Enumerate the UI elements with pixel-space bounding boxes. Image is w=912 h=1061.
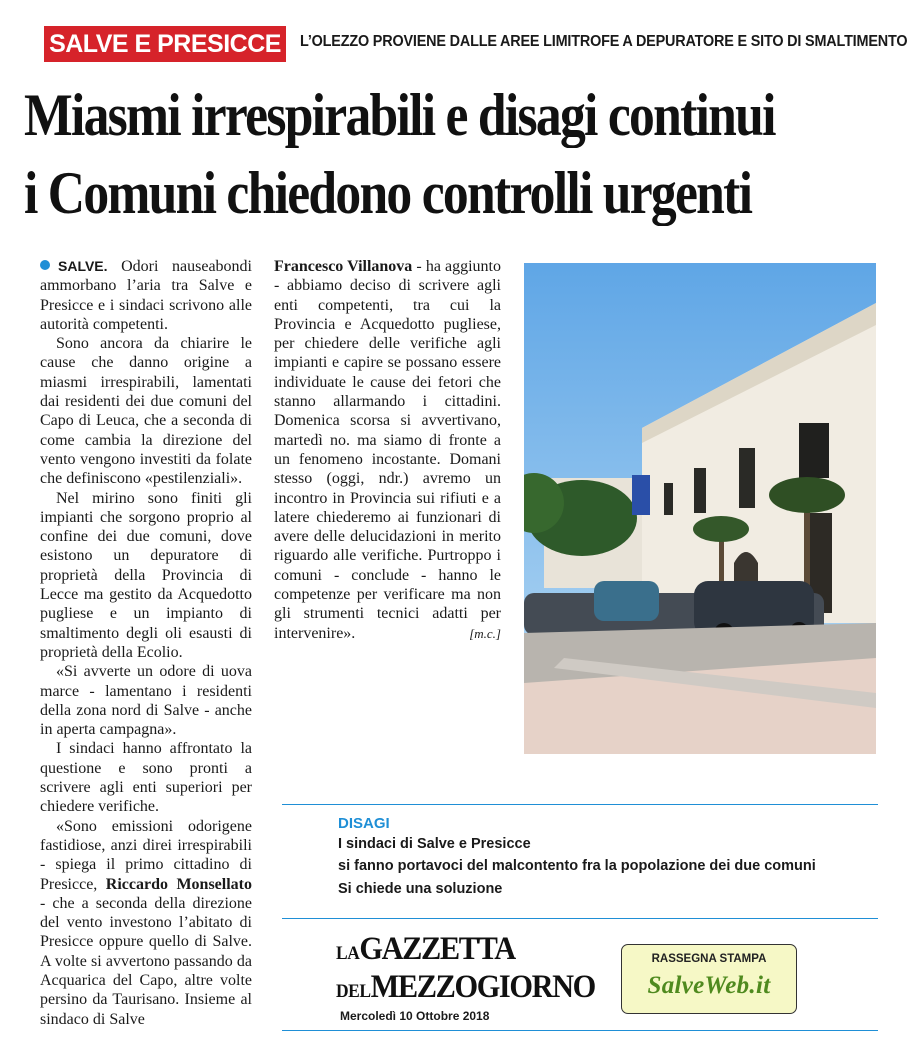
box-line-2: si fanno portavoci del malcontento fra la popolazione dei due comuni [338,858,816,874]
press-review-stamp [621,944,797,1014]
quoted-name-monsellato: Riccardo Monsellato [105,875,252,893]
quoted-name-villanova: Francesco Villanova [274,258,413,275]
paragraph-6 [40,817,252,1029]
masthead-line-1 [336,932,515,971]
paragraph-6-start: «Sono emissioni odorigene fastidiose, anzi direi irrespirabili - spiega il primo cittadino di Presicce, [40,817,252,893]
paragraph-5: I sindaci hanno affrontato la questione e sono pronti a scrivere agli enti superiori per chiedere verifiche. [40,740,252,816]
headline-line-2: i Comuni chiedono controlli urgenti [24,160,752,226]
masthead-line-2 [336,970,595,1009]
author-signature: [m.c.] [469,625,501,641]
box-line-3: Si chiede una soluzione [338,881,503,897]
masthead-gazzetta: GAZZETTA [359,931,515,967]
section-kicker: SALVE E PRESICCE [44,26,286,62]
bullet-icon [40,260,50,270]
subheadline: L’OLEZZO PROVIENE DALLE AREE LIMITROFE A DEPURATORE E SITO DI SMALTIMENTO [300,33,908,50]
box-line-1: I sindaci di Salve e Presicce [338,836,531,852]
paragraph-2: Sono ancora da chiarire le cause che danno origine a miasmi irrespirabili, lamentati dai residenti dei due comuni del Capo di Leuca, che a seconda di come cambia la direzione del vento vengono investiti da folate che definiscono «pestilenziali». [40,335,252,488]
article-column-2 [274,257,501,643]
paragraph-6-end-2: - ha aggiunto - abbiamo deciso di scrivere agli enti competenti, tra cui la Provincia e Acquedotto pugliese, per chiedere delle verifiche agli impianti e capire se possano essere individuate le cause dei fetori che stanno allarmando i cittadini. Domenica scorsa si avvertivano, martedì no. ma siamo di fronte a un fenomeno incostante. Domani stesso (oggi, ndr.) avremo un incontro in Provincia sui rifiuti e a latere chiederemo ai funzionari di avere delle delucidazioni in merito riguardo alle verifiche. Purtroppo i comuni - conclude - hanno le competenze per verificare ma non gli strumenti tecnici adatti per intervenire». [274,258,502,642]
paragraph-4: «Si avverte un odore di uova marce - lamentano i residenti della zona nord di Salve - anche in aperta campagna». [40,663,252,739]
stamp-label: RASSEGNA STAMPA [651,953,767,965]
publication-date: Mercoledì 10 Ottobre 2018 [340,1009,490,1023]
paragraph-1-text: Odori nauseabondi ammorbano l’aria tra Salve e Presicce e i sindaci scrivono alle autorità competenti. [40,258,252,333]
paragraph-3: Nel mirino sono finiti gli impianti che sorgono proprio al confine dei due comuni, dove esistono un depuratore di proprietà della Provincia di Lecce ma gestito da Acquedotto pugliese e un impianto di smaltimento degli oli esausti di proprietà della Ecolio. [40,489,252,661]
paragraph-6-continued [274,257,501,643]
dateline: SALVE. [58,258,108,274]
masthead-la: LA [336,943,360,964]
paragraph-1 [40,257,252,334]
box-top-rule [282,804,878,805]
footer-rule [282,1030,878,1031]
article-photo [524,263,876,754]
headline-line-1: Miasmi irrespirabili e disagi continui [24,82,775,148]
box-bottom-rule [282,918,878,919]
article-column-1 [40,257,252,1029]
masthead-del: DEL [336,981,371,1002]
paragraph-6-end: - che a seconda della direzione del vento investono l’abitato di Presicce oppure quello di Salve. A volte si avvertono passando da Acquarica del Capo, altre volte persino da Taurisano. Insieme al sindaco di Salve [40,894,252,1028]
box-title: DISAGI [338,815,390,832]
masthead-mezzogiorno: MEZZOGIORNO [370,969,595,1005]
stamp-brand: SalveWeb.it [647,972,771,999]
